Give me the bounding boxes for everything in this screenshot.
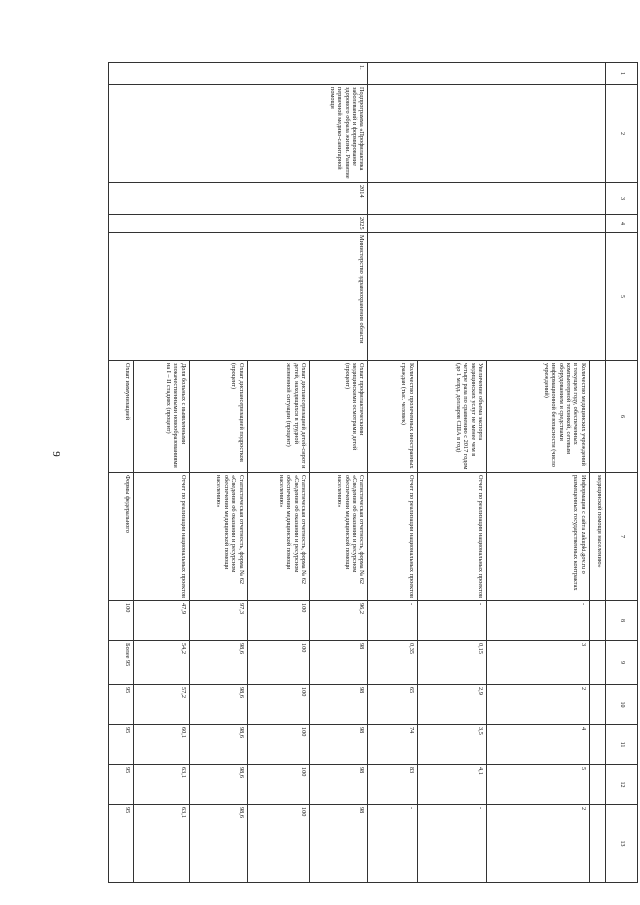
empty-cell <box>368 85 605 183</box>
subprogram-number: 1. <box>109 63 369 85</box>
indicator-cell: Количество пролеченных иностранных граждан (тыс. человек) <box>368 361 417 473</box>
col-number: 3 <box>605 183 637 215</box>
table-row <box>310 63 368 883</box>
source-cell: Статистическая отчетность, форма № 62 «Сведения об оказании и ресурсном обеспечении медицинской помощи населению» <box>247 473 310 601</box>
value-cell: 63,1 <box>133 805 189 883</box>
value-cell: 98,6 <box>189 685 247 725</box>
value-cell: 95 <box>109 725 134 765</box>
empty-cell <box>589 765 605 805</box>
value-cell: 98,6 <box>189 805 247 883</box>
value-cell: 2,9 <box>417 685 486 725</box>
source-cell: Отчет по реализации национальных проектов <box>133 473 189 601</box>
value-cell: 60,1 <box>133 725 189 765</box>
value-cell: 98 <box>310 805 368 883</box>
value-cell: - <box>368 805 417 883</box>
col-number: 4 <box>605 215 637 233</box>
value-cell: - <box>368 601 417 641</box>
source-cell: Отчет по реализации национальных проектов <box>417 473 486 601</box>
value-cell: 98 <box>310 765 368 805</box>
col-number: 13 <box>605 805 637 883</box>
value-cell: 74 <box>368 725 417 765</box>
source-cell: Статистическая отчетность, форма № 62 «Сведения об оказании и ресурсном обеспечении медицинской помощи населению» <box>310 473 368 601</box>
value-cell: 4 <box>487 725 590 765</box>
value-cell: 4,1 <box>417 765 486 805</box>
value-cell: 98 <box>310 641 368 685</box>
value-cell: 97,3 <box>189 601 247 641</box>
value-cell: 47,9 <box>133 601 189 641</box>
col-number: 2 <box>605 85 637 183</box>
col-number: 10 <box>605 685 637 725</box>
table-row <box>589 63 605 883</box>
landscape-table <box>108 62 638 847</box>
empty-cell <box>368 183 605 215</box>
value-cell: - <box>417 601 486 641</box>
value-cell: - <box>417 805 486 883</box>
indicator-cell: Охват профилактическими медицинскими осмотрами детей (процент) <box>310 361 368 473</box>
value-cell: Более 95 <box>109 641 134 685</box>
empty-cell <box>368 215 605 233</box>
value-cell: 96,2 <box>310 601 368 641</box>
indicator-cell: Увеличение объема экспорта медицинских услуг не менее чем в четыре раза по сравнению с 2017 годом (до 1 млрд. долларов США в год) <box>417 361 486 473</box>
col-number: 7 <box>605 473 637 601</box>
value-cell: 83 <box>368 765 417 805</box>
empty-cell <box>589 641 605 685</box>
col-number: 8 <box>605 601 637 641</box>
value-cell: 98,6 <box>189 641 247 685</box>
subprogram-name: Подпрограмма «Профилактика заболеваний и формирование здорового образа жизни. Развитие первичной медико-санитарной помощи <box>109 85 369 183</box>
value-cell: 100 <box>247 765 310 805</box>
value-cell: 3 <box>487 641 590 685</box>
value-cell: 3,5 <box>417 725 486 765</box>
value-cell: 100 <box>109 601 134 641</box>
value-cell: 5 <box>487 765 590 805</box>
empty-cell <box>368 63 605 85</box>
col-number: 5 <box>605 233 637 361</box>
value-cell: 98,6 <box>189 765 247 805</box>
empty-cell <box>589 361 605 473</box>
indicator-cell: Доля больных с выявленными злокачественными новообразованиями на I – II стадиях (процент) <box>133 361 189 473</box>
value-cell: 2 <box>487 805 590 883</box>
col-number: 11 <box>605 725 637 765</box>
empty-cell <box>368 233 605 361</box>
source-cell: Формы федерального <box>109 473 134 601</box>
value-cell: 95 <box>109 805 134 883</box>
value-cell: 57,2 <box>133 685 189 725</box>
value-cell: 65 <box>368 685 417 725</box>
value-cell: 100 <box>247 641 310 685</box>
value-cell: 0,35 <box>368 641 417 685</box>
value-cell: - <box>487 601 590 641</box>
col-number: 1 <box>605 63 637 85</box>
indicator-cell: Охват диспансеризацией детей-сирот и детей, находящихся в трудной жизненной ситуации (процент) <box>247 361 310 473</box>
indicator-cell: Охват диспансеризацией подростков (процент) <box>189 361 247 473</box>
subprogram-start-year: 2014 <box>109 183 369 215</box>
value-cell: 100 <box>247 805 310 883</box>
value-cell: 98,6 <box>189 725 247 765</box>
subprogram-executor: Министерство здравоохранения области <box>109 233 369 361</box>
value-cell: 95 <box>109 685 134 725</box>
empty-cell <box>589 685 605 725</box>
source-cell: Статистическая отчетность, форма № 62 «Сведения об оказании и ресурсном обеспечении медицинской помощи населению» <box>189 473 247 601</box>
source-cell: медицинской помощи населению» <box>589 473 605 601</box>
value-cell: 100 <box>247 685 310 725</box>
value-cell: 0,15 <box>417 641 486 685</box>
page-number: 9 <box>50 451 62 457</box>
col-number: 6 <box>605 361 637 473</box>
indicator-cell: Количество медицинских учреждений в текущем году, обеспеченных компьютерной техникой, сетевым оборудованием и средствами информационной безопасности (число учреждений) <box>487 361 590 473</box>
column-number-row <box>605 63 637 883</box>
indicator-cell: Охват иммунизацией <box>109 361 134 473</box>
value-cell: 54,2 <box>133 641 189 685</box>
value-cell: 100 <box>247 601 310 641</box>
rotated-table-frame <box>108 62 638 847</box>
value-cell: 98 <box>310 725 368 765</box>
col-number: 9 <box>605 641 637 685</box>
source-cell: Информация с сайта zakupki.gov.ru о размещенных государственных контрактах <box>487 473 590 601</box>
empty-cell <box>589 601 605 641</box>
subprogram-end-year: 2025 <box>109 215 369 233</box>
value-cell: 2 <box>487 685 590 725</box>
source-cell: Отчет по реализации национальных проектов <box>368 473 417 601</box>
value-cell: 98 <box>310 685 368 725</box>
value-cell: 100 <box>247 725 310 765</box>
empty-cell <box>589 725 605 765</box>
program-indicators-table <box>108 62 638 883</box>
value-cell: 63,1 <box>133 765 189 805</box>
col-number: 12 <box>605 765 637 805</box>
empty-cell <box>589 805 605 883</box>
value-cell: 95 <box>109 765 134 805</box>
